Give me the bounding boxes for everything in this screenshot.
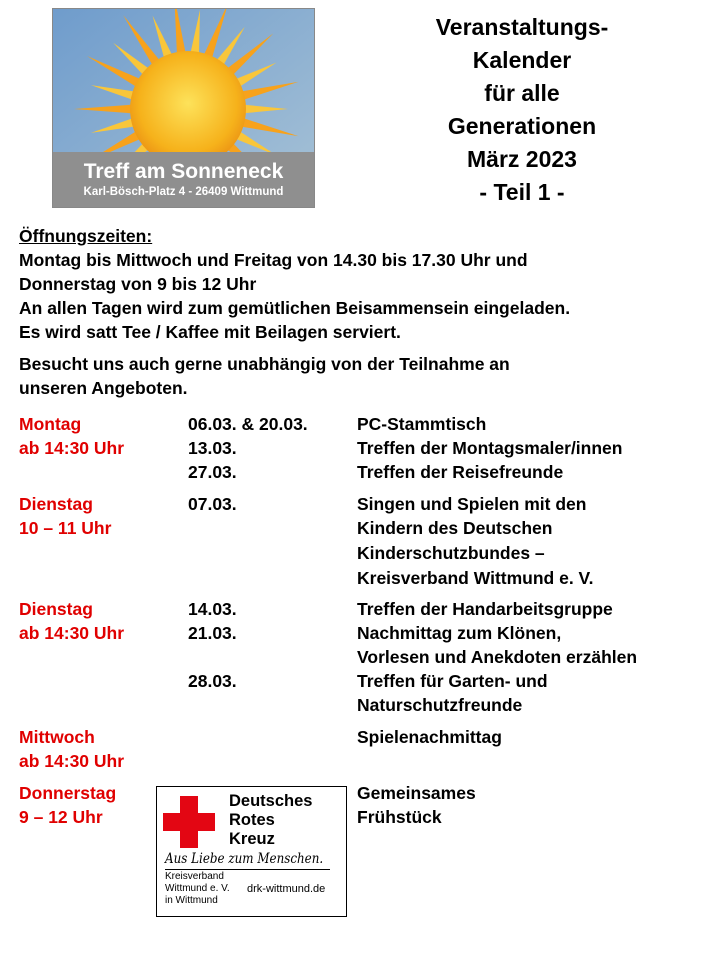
visit-note-line: unseren Angeboten. <box>19 378 188 398</box>
schedule-time: 10 – 11 Uhr <box>19 518 112 538</box>
schedule-event: Spielenachmittag <box>357 727 502 747</box>
logo-band <box>53 152 314 207</box>
drk-branch <box>165 871 230 907</box>
title-line: Veranstaltungs- <box>435 14 609 40</box>
treff-logo <box>52 8 315 208</box>
drk-name <box>229 792 312 849</box>
title-line: Generationen <box>447 113 597 139</box>
drk-branch-line: Kreisverband <box>165 871 224 882</box>
schedule-event: Vorlesen und Anekdoten erzählen <box>357 647 638 667</box>
schedule-date: 13.03. <box>188 438 237 458</box>
schedule-event: Treffen der Reisefreunde <box>357 462 564 482</box>
schedule-time: ab 14:30 Uhr <box>19 623 125 643</box>
schedule-event: Treffen für Garten- und <box>357 671 548 691</box>
drk-branch-line: Wittmund e. V. <box>165 883 230 894</box>
schedule-event: Kinderschutzbundes – <box>357 543 545 563</box>
schedule-event: Frühstück <box>357 807 442 827</box>
schedule-event: Treffen der Handarbeitsgruppe <box>357 599 613 619</box>
red-cross-icon-bar <box>163 813 215 831</box>
schedule-date: 28.03. <box>188 671 237 691</box>
title-line: Kalender <box>472 47 572 73</box>
schedule-date: 14.03. <box>188 599 237 619</box>
schedule-time: 9 – 12 Uhr <box>19 807 103 827</box>
schedule-event: Kindern des Deutschen <box>357 518 553 538</box>
schedule-day: Dienstag <box>19 599 93 619</box>
drk-branch-line: in Wittmund <box>165 895 218 906</box>
schedule-day: Mittwoch <box>19 727 95 747</box>
schedule-time: ab 14:30 Uhr <box>19 751 125 771</box>
schedule-event: PC-Stammtisch <box>357 414 487 434</box>
logo-name: Treff am Sonneneck <box>83 160 284 183</box>
drk-divider <box>165 869 330 870</box>
schedule-event: Nachmittag zum Klönen, <box>357 623 562 643</box>
drk-logo <box>156 786 347 917</box>
title-line: März 2023 <box>467 146 577 172</box>
schedule-event: Treffen der Montagsmaler/innen <box>357 438 623 458</box>
schedule-date: 21.03. <box>188 623 237 643</box>
page-title <box>400 11 644 209</box>
opening-hours-heading: Öffnungszeiten: <box>19 226 153 246</box>
schedule-date: 27.03. <box>188 462 237 482</box>
drk-website: drk-wittmund.de <box>247 883 326 895</box>
schedule-date: 07.03. <box>188 494 237 514</box>
schedule-event: Singen und Spielen mit den <box>357 494 587 514</box>
schedule-day: Dienstag <box>19 494 93 514</box>
opening-hours-line: Montag bis Mittwoch und Freitag von 14.30 bis 17.30 Uhr und <box>19 250 528 270</box>
drk-name-line: Kreuz <box>229 830 275 848</box>
schedule-day: Donnerstag <box>19 783 117 803</box>
schedule-date: 06.03. & 20.03. <box>188 414 308 434</box>
drk-name-line: Rotes <box>229 811 275 829</box>
drk-slogan: Aus Liebe zum Menschen. <box>165 851 324 867</box>
title-line: für alle <box>484 80 560 106</box>
schedule-day: Montag <box>19 414 82 434</box>
schedule-event: Gemeinsames <box>357 783 476 803</box>
logo-address: Karl-Bösch-Platz 4 - 26409 Wittmund <box>83 186 284 198</box>
opening-hours-line: Donnerstag von 9 bis 12 Uhr <box>19 274 257 294</box>
title-line: - Teil 1 - <box>479 179 565 205</box>
opening-hours-line: Es wird satt Tee / Kaffee mit Beilagen serviert. <box>19 322 401 342</box>
schedule-event: Kreisverband Wittmund e. V. <box>357 568 594 588</box>
drk-name-line: Deutsches <box>229 792 313 810</box>
visit-note-line: Besucht uns auch gerne unabhängig von der Teilnahme an <box>19 354 510 374</box>
schedule-time: ab 14:30 Uhr <box>19 438 125 458</box>
opening-hours-line: An allen Tagen wird zum gemütlichen Beisammensein eingeladen. <box>19 298 571 318</box>
schedule-event: Naturschutzfreunde <box>357 695 523 715</box>
